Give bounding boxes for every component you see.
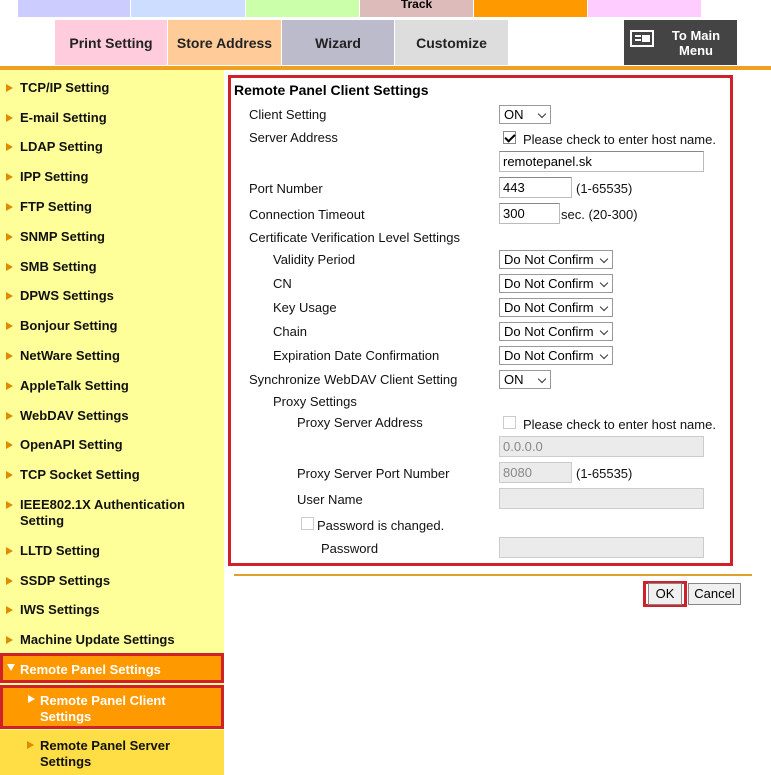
- sidebar-subitem-remote-panel-server[interactable]: Remote Panel Server Settings: [0, 730, 224, 775]
- proxy-port-input[interactable]: 8080: [499, 462, 572, 483]
- strip-segment: [131, 0, 245, 17]
- connection-timeout-input[interactable]: 300: [499, 203, 560, 224]
- arrow-right-icon: [6, 203, 13, 211]
- key-usage-select[interactable]: Do Not Confirm: [499, 298, 613, 317]
- port-number-label: Port Number: [249, 181, 323, 196]
- server-address-input[interactable]: remotepanel.sk: [499, 151, 704, 172]
- arrow-right-icon: [6, 233, 13, 241]
- proxy-address-input[interactable]: 0.0.0.0: [499, 436, 704, 457]
- arrow-right-icon: [6, 114, 13, 122]
- cert-section-heading: Certificate Verification Level Settings: [249, 230, 460, 245]
- sidebar-subitem-remote-panel-client[interactable]: Remote Panel Client Settings: [0, 685, 224, 729]
- chevron-down-icon: [600, 255, 608, 263]
- client-setting-select[interactable]: ON: [499, 105, 551, 124]
- port-number-input[interactable]: 443: [499, 177, 572, 198]
- arrow-right-icon: [6, 501, 13, 509]
- tab-wizard[interactable]: Wizard: [282, 20, 394, 65]
- ok-button[interactable]: OK: [648, 583, 682, 605]
- connection-timeout-hint: sec. (20-300): [561, 207, 638, 222]
- sync-webdav-label: Synchronize WebDAV Client Setting: [249, 372, 458, 387]
- arrow-right-icon: [6, 606, 13, 614]
- server-hostname-check-label: Please check to enter host name.: [523, 132, 716, 147]
- sidebar-item-remote-panel-settings[interactable]: Remote Panel Settings: [0, 653, 224, 683]
- arrow-right-icon: [6, 636, 13, 644]
- arrow-right-icon: [6, 441, 13, 449]
- arrow-right-icon: [6, 84, 13, 92]
- arrow-right-icon: [6, 412, 13, 420]
- arrow-down-icon: [7, 664, 15, 671]
- arrow-right-icon: [6, 143, 13, 151]
- arrow-right-icon: [6, 471, 13, 479]
- chevron-down-icon: [600, 327, 608, 335]
- arrow-right-icon: [27, 741, 34, 749]
- to-main-menu-button[interactable]: [624, 20, 737, 65]
- cn-label: CN: [273, 276, 292, 291]
- strip-segment: [588, 0, 701, 17]
- expiration-date-select[interactable]: Do Not Confirm: [499, 346, 613, 365]
- password-changed-checkbox[interactable]: [301, 517, 314, 530]
- proxy-section-heading: Proxy Settings: [273, 394, 357, 409]
- arrow-right-icon: [6, 547, 13, 555]
- top-color-strip: [0, 0, 771, 17]
- arrow-right-icon: [6, 322, 13, 330]
- proxy-hostname-check-label: Please check to enter host name.: [523, 417, 716, 432]
- tab-customize[interactable]: Customize: [395, 20, 508, 65]
- arrow-right-icon: [6, 292, 13, 300]
- client-setting-label: Client Setting: [249, 107, 327, 122]
- strip-segment: [474, 0, 587, 17]
- chevron-down-icon: [538, 110, 546, 118]
- arrow-right-icon: [28, 695, 35, 703]
- chain-label: Chain: [273, 324, 307, 339]
- chevron-down-icon: [600, 351, 608, 359]
- proxy-port-hint: (1-65535): [576, 466, 633, 481]
- expiration-date-label: Expiration Date Confirmation: [273, 348, 440, 363]
- proxy-port-label: Proxy Server Port Number: [297, 466, 450, 481]
- strip-segment: [246, 0, 359, 17]
- chain-select[interactable]: Do Not Confirm: [499, 322, 613, 341]
- arrow-right-icon: [6, 263, 13, 271]
- user-name-label: User Name: [297, 492, 363, 507]
- arrow-right-icon: [6, 173, 13, 181]
- proxy-hostname-checkbox[interactable]: [503, 416, 516, 429]
- validity-period-select[interactable]: Do Not Confirm: [499, 250, 613, 269]
- page-title: Remote Panel Client Settings: [234, 82, 429, 98]
- server-hostname-checkbox[interactable]: [503, 131, 516, 144]
- main-menu-icon: [630, 30, 654, 47]
- form-divider: [234, 574, 752, 576]
- password-input[interactable]: [499, 537, 704, 558]
- arrow-right-icon: [6, 577, 13, 585]
- password-label: Password: [321, 541, 379, 556]
- arrow-right-icon: [6, 352, 13, 360]
- connection-timeout-label: Connection Timeout: [249, 207, 365, 222]
- cancel-button[interactable]: Cancel: [688, 583, 741, 605]
- main-menu-label: To Main Menu: [671, 28, 721, 58]
- chevron-down-icon: [538, 375, 546, 383]
- chevron-down-icon: [600, 303, 608, 311]
- strip-segment: [18, 0, 130, 17]
- chevron-down-icon: [600, 279, 608, 287]
- server-address-label: Server Address: [249, 130, 338, 145]
- sync-webdav-select[interactable]: ON: [499, 370, 551, 389]
- proxy-address-label: Proxy Server Address: [297, 415, 423, 430]
- tab-store-address[interactable]: Store Address: [168, 20, 281, 65]
- strip-tab-track[interactable]: Track: [360, 0, 473, 17]
- key-usage-label: Key Usage: [273, 300, 337, 315]
- user-name-input[interactable]: [499, 488, 704, 509]
- tab-print-setting[interactable]: Print Setting: [55, 20, 167, 65]
- arrow-right-icon: [6, 382, 13, 390]
- validity-period-label: Validity Period: [273, 252, 356, 267]
- password-changed-label: Password is changed.: [317, 518, 445, 533]
- port-number-hint: (1-65535): [576, 181, 633, 196]
- cn-select[interactable]: Do Not Confirm: [499, 274, 613, 293]
